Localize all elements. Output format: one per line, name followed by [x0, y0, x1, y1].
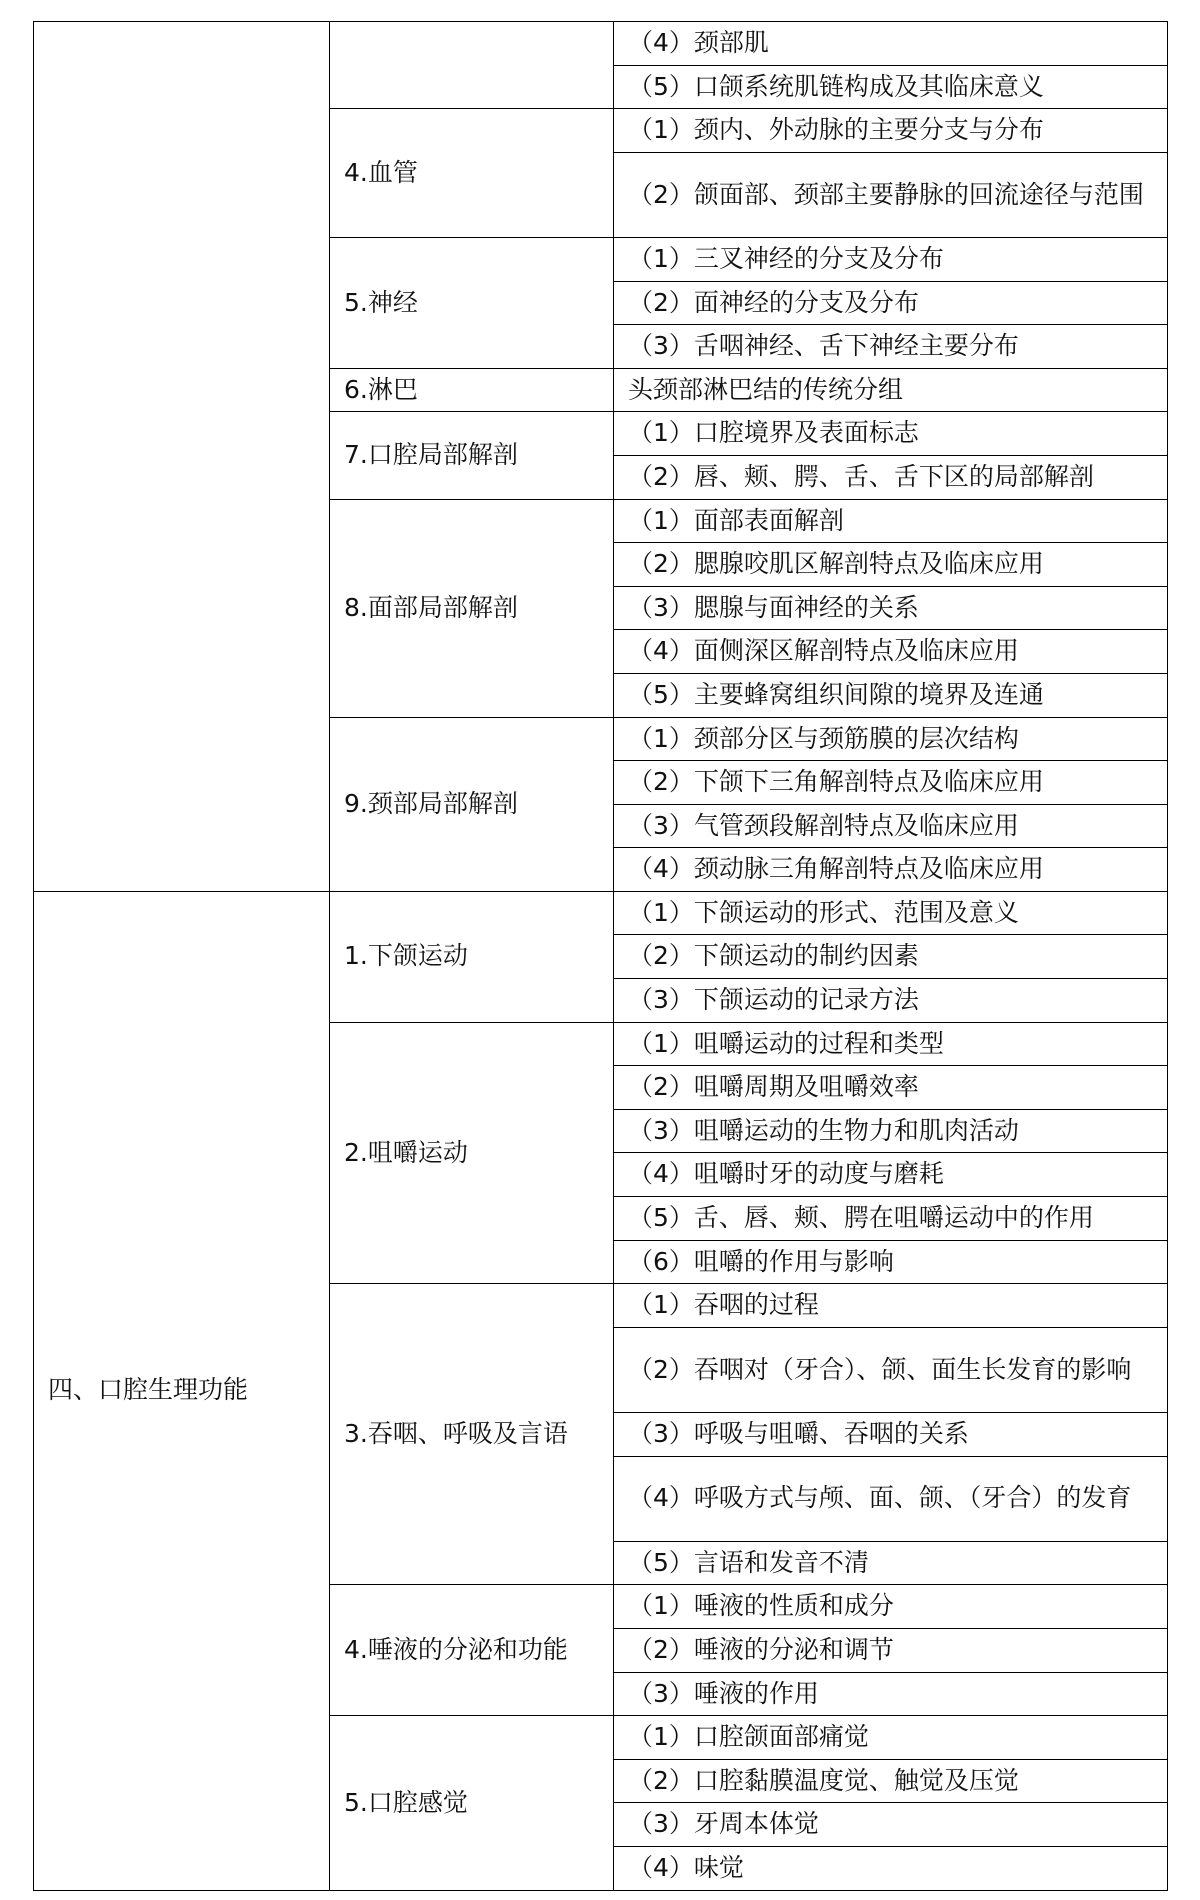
- item-cell: （4）颈动脉三角解剖特点及临床应用: [614, 848, 1168, 892]
- topic-cell: 6.淋巴: [330, 368, 614, 412]
- table-row: [34, 891, 1168, 935]
- item-cell: （1）口腔境界及表面标志: [614, 412, 1168, 456]
- item-cell: （2）下颌下三角解剖特点及临床应用: [614, 761, 1168, 805]
- item-cell: （6）咀嚼的作用与影响: [614, 1240, 1168, 1284]
- item-cell: （3）下颌运动的记录方法: [614, 979, 1168, 1023]
- table-row: [34, 22, 1168, 66]
- item-cell: （1）吞咽的过程: [614, 1284, 1168, 1328]
- topic-cell: 4.血管: [330, 109, 614, 238]
- item-cell: （4）面侧深区解剖特点及临床应用: [614, 630, 1168, 674]
- item-cell: （4）颈部肌: [614, 22, 1168, 66]
- item-cell: 头颈部淋巴结的传统分组: [614, 368, 1168, 412]
- item-cell: （4）味觉: [614, 1846, 1168, 1890]
- item-cell: （2）腮腺咬肌区解剖特点及临床应用: [614, 543, 1168, 587]
- syllabus-table-body: [34, 22, 1168, 1891]
- item-cell: （1）颈部分区与颈筋膜的层次结构: [614, 717, 1168, 761]
- unit-cell: 四、口腔生理功能: [34, 891, 330, 1890]
- item-cell: （2）吞咽对（牙合）、颌、面生长发育的影响: [614, 1327, 1168, 1412]
- item-cell: （3）咀嚼运动的生物力和肌肉活动: [614, 1109, 1168, 1153]
- topic-cell: 5.口腔感觉: [330, 1716, 614, 1890]
- topic-cell: 9.颈部局部解剖: [330, 717, 614, 891]
- item-cell: （1）咀嚼运动的过程和类型: [614, 1022, 1168, 1066]
- item-cell: （1）唾液的性质和成分: [614, 1585, 1168, 1629]
- item-cell: （4）咀嚼时牙的动度与磨耗: [614, 1153, 1168, 1197]
- topic-cell: [330, 22, 614, 109]
- unit-cell: [34, 22, 330, 892]
- item-cell: （5）言语和发音不清: [614, 1541, 1168, 1585]
- item-cell: （3）呼吸与咀嚼、吞咽的关系: [614, 1413, 1168, 1457]
- item-cell: （2）颌面部、颈部主要静脉的回流途径与范围: [614, 152, 1168, 237]
- item-cell: （5）口颌系统肌链构成及其临床意义: [614, 65, 1168, 109]
- item-cell: （3）腮腺与面神经的关系: [614, 586, 1168, 630]
- item-cell: （1）三叉神经的分支及分布: [614, 237, 1168, 281]
- topic-cell: 5.神经: [330, 237, 614, 368]
- item-cell: （5）舌、唇、颊、腭在咀嚼运动中的作用: [614, 1197, 1168, 1241]
- item-cell: （1）颈内、外动脉的主要分支与分布: [614, 109, 1168, 153]
- item-cell: （1）面部表面解剖: [614, 499, 1168, 543]
- item-cell: （2）唇、颊、腭、舌、舌下区的局部解剖: [614, 455, 1168, 499]
- topic-cell: 3.吞咽、呼吸及言语: [330, 1284, 614, 1585]
- topic-cell: 2.咀嚼运动: [330, 1022, 614, 1284]
- item-cell: （5）主要蜂窝组织间隙的境界及连通: [614, 673, 1168, 717]
- item-cell: （2）面神经的分支及分布: [614, 281, 1168, 325]
- item-cell: （2）唾液的分泌和调节: [614, 1628, 1168, 1672]
- item-cell: （3）唾液的作用: [614, 1672, 1168, 1716]
- item-cell: （3）气管颈段解剖特点及临床应用: [614, 804, 1168, 848]
- item-cell: （2）口腔黏膜温度觉、触觉及压觉: [614, 1759, 1168, 1803]
- topic-cell: 7.口腔局部解剖: [330, 412, 614, 499]
- topic-cell: 4.唾液的分泌和功能: [330, 1585, 614, 1716]
- item-cell: （3）牙周本体觉: [614, 1803, 1168, 1847]
- topic-cell: 8.面部局部解剖: [330, 499, 614, 717]
- topic-cell: 1.下颌运动: [330, 891, 614, 1022]
- item-cell: （2）下颌运动的制约因素: [614, 935, 1168, 979]
- syllabus-table: [33, 21, 1168, 1891]
- item-cell: （2）咀嚼周期及咀嚼效率: [614, 1066, 1168, 1110]
- item-cell: （3）舌咽神经、舌下神经主要分布: [614, 325, 1168, 369]
- item-cell: （1）口腔颌面部痛觉: [614, 1716, 1168, 1760]
- item-cell: （4）呼吸方式与颅、面、颌、（牙合）的发育: [614, 1456, 1168, 1541]
- item-cell: （1）下颌运动的形式、范围及意义: [614, 891, 1168, 935]
